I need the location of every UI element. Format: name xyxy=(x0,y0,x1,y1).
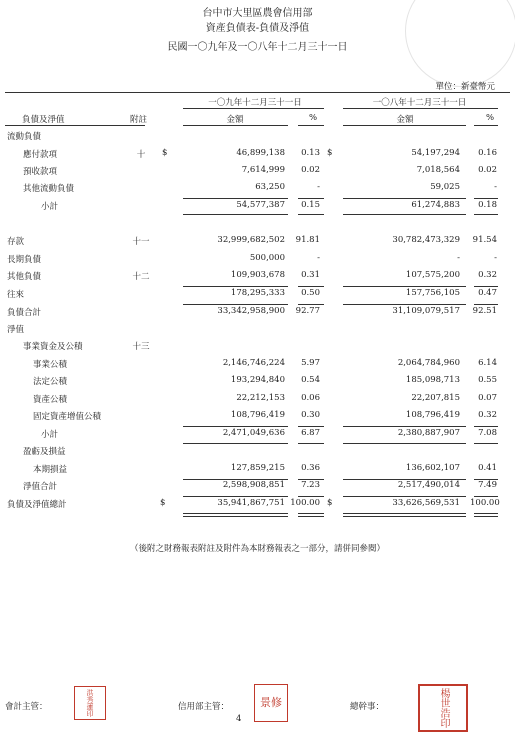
subtotal-rule xyxy=(474,286,498,287)
row-pct-108: 0.55 xyxy=(478,375,497,385)
row-note: 十 xyxy=(136,150,146,160)
row-amount-109: 127,859,215 xyxy=(230,463,285,473)
col-header-note: 附註 xyxy=(130,115,148,125)
subtotal-rule xyxy=(474,479,498,480)
row-label: 淨值合計 xyxy=(23,482,58,492)
row-note: 十二 xyxy=(132,272,150,282)
row-label: 其他負債 xyxy=(7,272,42,282)
currency-symbol: $ xyxy=(162,148,168,158)
row-label: 負債及淨值總計 xyxy=(7,500,67,510)
row-pct-108: 91.54 xyxy=(472,235,497,245)
row-pct-108: - xyxy=(494,253,497,263)
header-rule-amt109 xyxy=(183,125,288,126)
row-note: 十一 xyxy=(132,237,150,247)
subtotal-rule xyxy=(474,443,498,444)
subtotal-rule xyxy=(183,496,288,497)
double-total-rule xyxy=(474,513,498,517)
row-pct-109: 0.54 xyxy=(301,375,320,385)
row-amount-108: 136,602,107 xyxy=(405,463,460,473)
general-manager-seal xyxy=(418,684,468,732)
row-amount-109: 108,796,419 xyxy=(230,410,285,420)
row-label: 事業資金及公積 xyxy=(23,342,83,352)
row-pct-108: 0.07 xyxy=(478,393,497,403)
row-amount-108: 7,018,564 xyxy=(416,165,460,175)
double-total-rule xyxy=(298,513,324,517)
row-label: 資產公積 xyxy=(33,395,68,405)
row-label: 本期損益 xyxy=(33,465,68,475)
row-amount-108: 61,274,883 xyxy=(411,200,460,210)
subtotal-rule xyxy=(183,443,288,444)
subtotal-rule xyxy=(183,214,288,215)
subtotal-rule xyxy=(474,304,498,305)
subtotal-rule xyxy=(183,198,288,199)
year-108-header: 一〇八年十二月三十一日 xyxy=(372,98,467,108)
row-amount-108: 2,064,784,960 xyxy=(397,358,460,368)
subtotal-rule xyxy=(298,443,324,444)
row-pct-109: 0.06 xyxy=(301,393,320,403)
row-amount-108: 31,109,079,517 xyxy=(392,306,460,316)
row-amount-108: 107,575,200 xyxy=(405,270,460,280)
row-amount-108: - xyxy=(457,253,460,263)
header-rule-left xyxy=(5,125,145,126)
row-pct-108: 7.49 xyxy=(478,480,497,490)
credit-supervisor-label: 信用部主管： xyxy=(178,702,230,712)
row-amount-108: 2,380,887,907 xyxy=(397,428,460,438)
col-header-pct-108: % xyxy=(485,113,495,123)
year-108-underline xyxy=(343,108,498,109)
subtotal-rule xyxy=(474,496,498,497)
row-pct-108: 0.41 xyxy=(478,463,497,473)
subtotal-rule xyxy=(343,496,466,497)
row-amount-109: 2,598,908,851 xyxy=(222,480,285,490)
double-total-rule xyxy=(183,513,288,517)
accounting-supervisor-label: 會計主管： xyxy=(5,702,48,712)
row-amount-109: 109,903,678 xyxy=(230,270,285,280)
row-pct-109: 0.30 xyxy=(301,410,320,420)
row-amount-108: 2,517,490,014 xyxy=(397,480,460,490)
row-pct-109: 0.36 xyxy=(301,463,320,473)
year-109-underline xyxy=(183,108,324,109)
row-label: 固定資產增值公積 xyxy=(33,412,102,422)
row-amount-109: 32,999,682,502 xyxy=(217,235,285,245)
currency-symbol: $ xyxy=(160,498,166,508)
year-109-header: 一〇九年十二月三十一日 xyxy=(208,98,302,108)
subtotal-rule xyxy=(298,426,324,427)
row-label: 預收款項 xyxy=(23,167,58,177)
row-pct-108: 0.32 xyxy=(478,410,497,420)
subtotal-rule xyxy=(298,496,324,497)
seal-text-2: 景修 xyxy=(260,696,282,709)
row-pct-108: 0.47 xyxy=(478,288,497,298)
row-amount-108: 22,207,815 xyxy=(411,393,460,403)
subtotal-rule xyxy=(298,214,324,215)
subtotal-rule xyxy=(343,479,466,480)
statement-period: 民國一〇九年及一〇八年十二月三十一日 xyxy=(167,42,348,53)
row-amount-109: 500,000 xyxy=(249,253,285,263)
row-pct-108: 0.02 xyxy=(478,165,497,175)
credit-supervisor-seal xyxy=(254,684,288,722)
row-label: 其他流動負債 xyxy=(23,184,75,194)
subtotal-rule xyxy=(298,304,324,305)
row-pct-109: 0.15 xyxy=(301,200,320,210)
currency-symbol: $ xyxy=(327,498,333,508)
row-note: 十三 xyxy=(132,342,150,352)
general-manager-label: 總幹事： xyxy=(350,702,385,712)
row-label: 往來 xyxy=(7,290,25,300)
footnote: （後附之財務報表附註及附件為本財務報表之一部分，請併同參閱） xyxy=(129,544,385,554)
row-amount-109: 35,941,867,751 xyxy=(217,498,285,508)
subtotal-rule xyxy=(343,426,466,427)
row-pct-108: 0.32 xyxy=(478,270,497,280)
header-rule-pct109 xyxy=(298,125,324,126)
row-pct-109: 6.87 xyxy=(301,428,320,438)
subtotal-rule xyxy=(183,426,288,427)
row-amount-109: 193,294,840 xyxy=(230,375,285,385)
row-pct-108: 7.08 xyxy=(478,428,497,438)
header-top-rule xyxy=(5,92,510,93)
row-amount-109: 2,471,049,636 xyxy=(222,428,285,438)
unit-label: 單位：新臺幣元 xyxy=(435,82,495,92)
row-amount-108: 54,197,294 xyxy=(411,148,460,158)
row-amount-109: 54,577,387 xyxy=(236,200,285,210)
row-label: 存款 xyxy=(7,237,25,247)
row-amount-109: 63,250 xyxy=(255,182,285,192)
row-pct-109: - xyxy=(317,253,320,263)
row-amount-109: 22,212,153 xyxy=(236,393,285,403)
row-amount-109: 33,342,958,900 xyxy=(217,306,285,316)
row-pct-108: 0.16 xyxy=(478,148,497,158)
row-amount-109: 7,614,999 xyxy=(241,165,285,175)
row-amount-108: 30,782,473,329 xyxy=(392,235,460,245)
row-pct-109: 100.00 xyxy=(290,498,320,508)
row-amount-108: 185,098,713 xyxy=(405,375,460,385)
row-label: 應付款項 xyxy=(23,150,58,160)
seal-text-1: 洪秀蓮印 xyxy=(86,689,94,717)
row-amount-109: 46,899,138 xyxy=(236,148,285,158)
subtotal-rule xyxy=(183,304,288,305)
row-label: 小計 xyxy=(41,202,59,212)
subtotal-rule xyxy=(343,214,466,215)
subtotal-rule xyxy=(343,286,466,287)
subtotal-rule xyxy=(298,286,324,287)
subtotal-rule xyxy=(343,443,466,444)
currency-symbol: $ xyxy=(327,148,333,158)
row-label: 法定公積 xyxy=(33,377,68,387)
subtotal-rule xyxy=(343,198,466,199)
row-label: 流動負債 xyxy=(7,132,42,142)
subtotal-rule xyxy=(343,304,466,305)
accounting-supervisor-seal xyxy=(74,686,106,720)
statement-title: 資產負債表-負債及淨值 xyxy=(205,23,310,34)
row-pct-108: - xyxy=(494,182,497,192)
row-pct-109: - xyxy=(317,182,320,192)
seal-text-3: 楊世浩印 xyxy=(438,688,449,728)
row-amount-108: 108,796,419 xyxy=(405,410,460,420)
row-pct-109: 0.13 xyxy=(301,148,320,158)
col-header-amount-109: 金額 xyxy=(226,115,244,125)
row-label: 長期負債 xyxy=(7,255,42,265)
row-label: 淨值 xyxy=(7,325,25,335)
row-pct-109: 92.77 xyxy=(295,306,320,316)
row-amount-108: 59,025 xyxy=(430,182,460,192)
subtotal-rule xyxy=(183,286,288,287)
subtotal-rule xyxy=(298,479,324,480)
col-header-item: 負債及淨值 xyxy=(22,115,65,125)
row-pct-109: 5.97 xyxy=(301,358,320,368)
col-header-pct-109: % xyxy=(308,113,318,123)
row-label: 盈虧及損益 xyxy=(23,447,66,457)
header-rule-amt108 xyxy=(343,125,466,126)
col-header-amount-108: 金額 xyxy=(396,115,414,125)
row-pct-109: 0.02 xyxy=(301,165,320,175)
row-pct-109: 7.23 xyxy=(301,480,320,490)
organization-name: 台中市大里區農會信用部 xyxy=(202,8,313,19)
row-pct-108: 6.14 xyxy=(478,358,497,368)
row-pct-108: 92.51 xyxy=(472,306,497,316)
double-total-rule xyxy=(343,513,466,517)
row-label: 事業公積 xyxy=(33,360,68,370)
subtotal-rule xyxy=(474,426,498,427)
subtotal-rule xyxy=(474,198,498,199)
row-pct-109: 0.31 xyxy=(301,270,320,280)
subtotal-rule xyxy=(298,198,324,199)
subtotal-rule xyxy=(474,214,498,215)
header-rule-pct108 xyxy=(474,125,498,126)
row-pct-108: 0.18 xyxy=(478,200,497,210)
subtotal-rule xyxy=(183,479,288,480)
row-label: 負債合計 xyxy=(7,308,42,318)
page-number: 4 xyxy=(236,714,242,724)
row-pct-109: 0.50 xyxy=(301,288,320,298)
row-amount-109: 178,295,333 xyxy=(230,288,285,298)
row-pct-108: 100.00 xyxy=(470,498,500,508)
row-amount-109: 2,146,746,224 xyxy=(222,358,285,368)
row-pct-109: 91.81 xyxy=(295,235,320,245)
row-label: 小計 xyxy=(41,430,59,440)
row-amount-108: 33,626,569,531 xyxy=(392,498,460,508)
row-amount-108: 157,756,105 xyxy=(405,288,460,298)
